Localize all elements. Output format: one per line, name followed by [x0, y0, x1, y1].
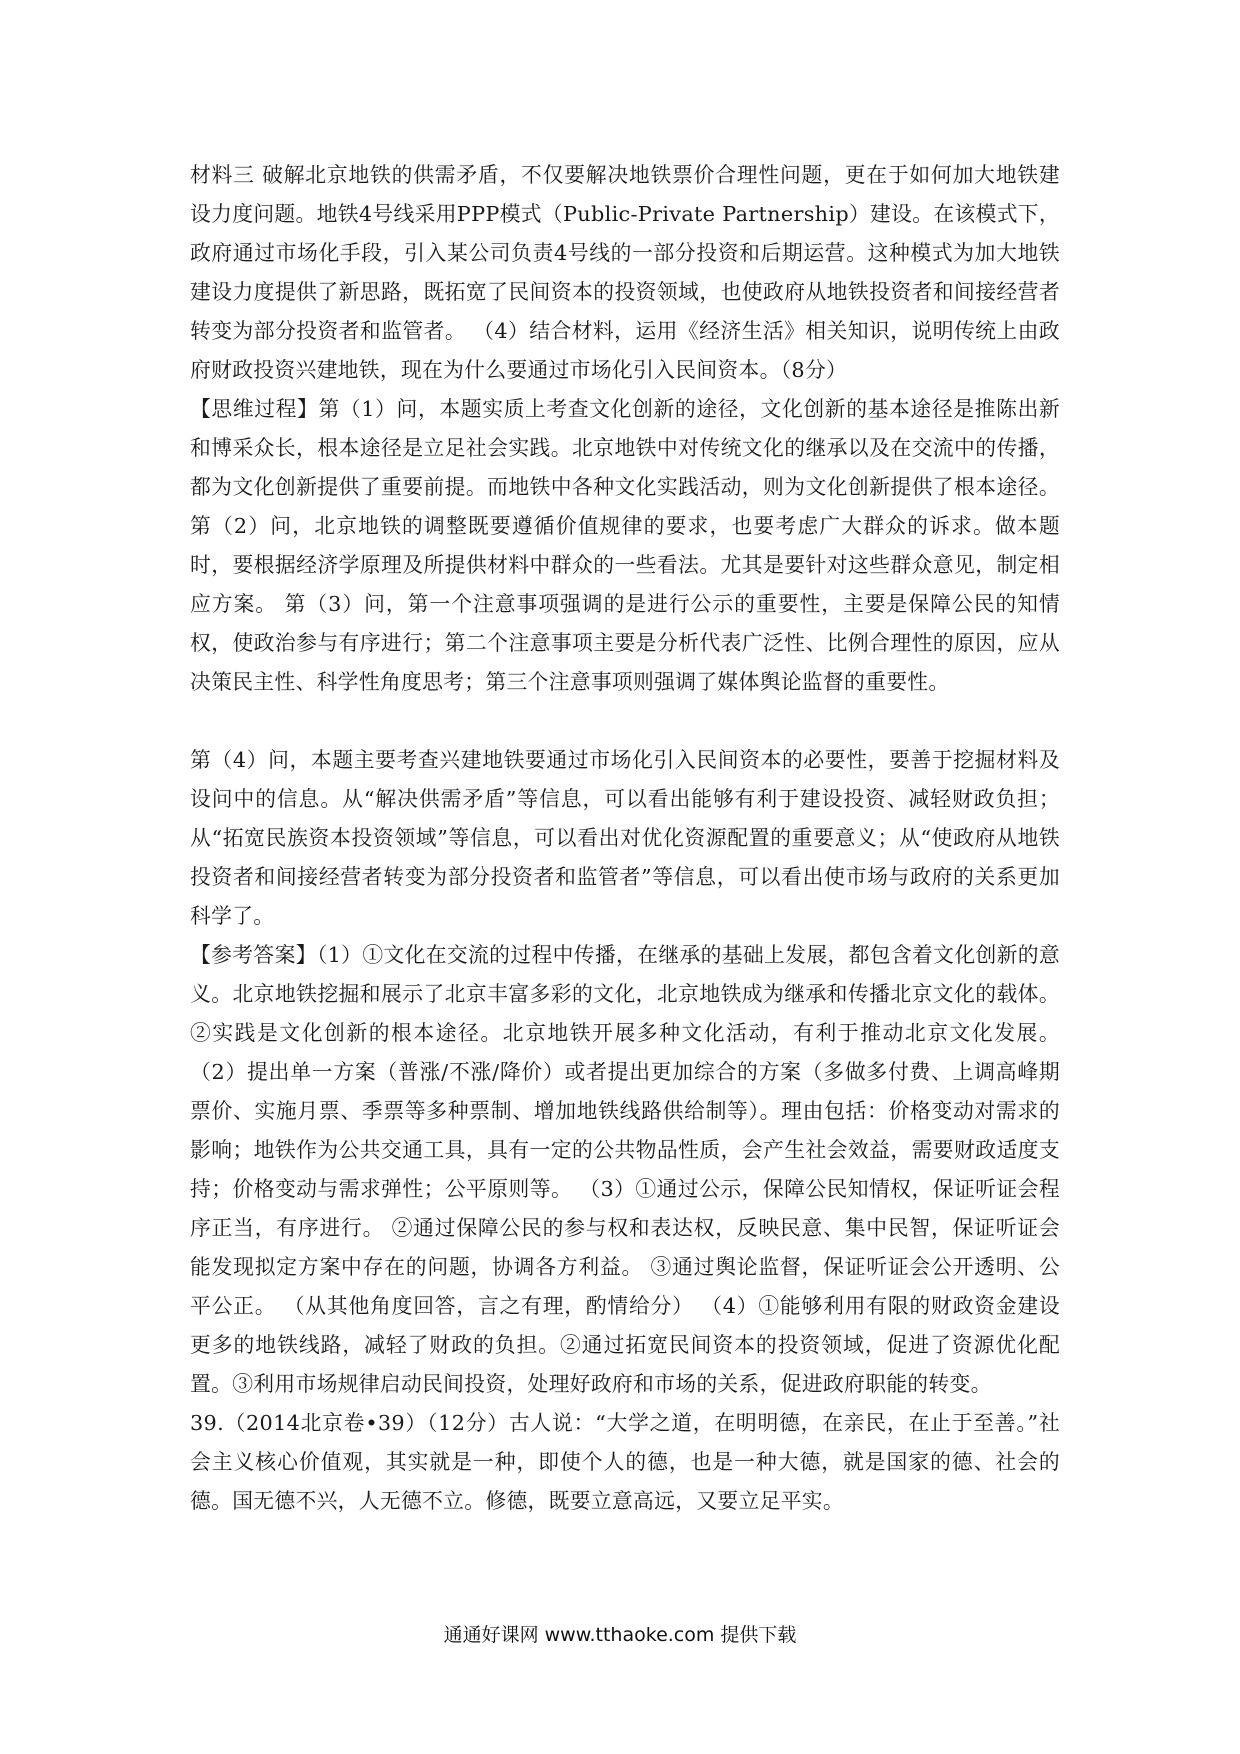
document-body — [190, 156, 1060, 1521]
paragraph-question-39: 39.（2014北京卷•39）（12分）古人说：“大学之道，在明明德，在亲民，在止于至善。”社会主义核心价值观，其实就是一种，即使个人的德，也是一种大德，就是国家的德、社会的德。国无德不兴，人无德不立。修德，既要立意高远，又要立足平实。 — [190, 1411, 1060, 1513]
paragraph-gap — [190, 702, 1060, 741]
page-footer: 通通好课网 www.tthaoke.com 提供下载 — [443, 1624, 797, 1646]
paragraph-question-four-analysis: 第（4）问，本题主要考查兴建地铁要通过市场化引入民间资本的必要性，要善于挖掘材料及设问中的信息。从“解决供需矛盾”等信息，可以看出能够有利于建设投资、减轻财政负担；从“拓宽民族资本投资领域”等信息，可以看出对优化资源配置的重要意义；从“使政府从地铁投资者和间接经营者转变为部分投资者和监管者”等信息，可以看出使市场与政府的关系更加科学了。 — [190, 748, 1060, 928]
paragraph-reference-answer: 【参考答案】（1）①文化在交流的过程中传播，在继承的基础上发展，都包含着文化创新的意义。北京地铁挖掘和展示了北京丰富多彩的文化，北京地铁成为继承和传播北京文化的载体。②实践是文化创新的根本途径。北京地铁开展多种文化活动，有利于推动北京文化发展。 （2）提出单一方案（普涨/不涨/降价）或者提出更加综合的方案（多做多付费、上调高峰期票价、实施月票、季票等多种票制、增加地铁线路供给制等）。理由包括：价格变动对需求的影响；地铁作为公共交通工具，具有一定的公共物品性质，会产生社会效益，需要财政适度支持；价格变动与需求弹性；公平原则等。 （3）①通过公示，保障公民知情权，保证听证会程序正当，有序进行。 ②通过保障公民的参与权和表达权，反映民意、集中民智，保证听证会能发现拟定方案中存在的问题，协调各方利益。 ③通过舆论监督，保证听证会公开透明、公平公正。 （从其他角度回答，言之有理，酌情给分） （4）①能够利用有限的财政资金建设更多的地铁线路，减轻了财政的负担。②通过拓宽民间资本的投资领域，促进了资源优化配置。③利用市场规律启动民间投资，处理好政府和市场的关系，促进政府职能的转变。 — [190, 943, 1060, 1396]
paragraph-material-three: 材料三 破解北京地铁的供需矛盾，不仅要解决地铁票价合理性问题，更在于如何加大地铁建设力度问题。地铁4号线采用PPP模式（Public-Private Partnership）建设。在该模式下，政府通过市场化手段，引入某公司负责4号线的一部分投资和后期运营。这种模式为加大地铁建设力度提供了新思路，既拓宽了民间资本的投资领域，也使政府从地铁投资者和间接经营者转变为部分投资者和监管者。 （4）结合材料，运用《经济生活》相关知识，说明传统上由政府财政投资兴建地铁，现在为什么要通过市场化引入民间资本。（8分） — [190, 163, 1060, 382]
paragraph-thinking-process: 【思维过程】第（1）问，本题实质上考查文化创新的途径，文化创新的基本途径是推陈出新和博采众长，根本途径是立足社会实践。北京地铁中对传统文化的继承以及在交流中的传播，都为文化创新提供了重要前提。而地铁中各种文化实践活动，则为文化创新提供了根本途径。 第（2）问，北京地铁的调整既要遵循价值规律的要求，也要考虑广大群众的诉求。做本题时，要根据经济学原理及所提供材料中群众的一些看法。尤其是要针对这些群众意见，制定相应方案。 第（3）问，第一个注意事项强调的是进行公示的重要性，主要是保障公民的知情权，使政治参与有序进行；第二个注意事项主要是分析代表广泛性、比例合理性的原因，应从决策民主性、科学性角度思考；第三个注意事项则强调了媒体舆论监督的重要性。 — [190, 397, 1060, 694]
